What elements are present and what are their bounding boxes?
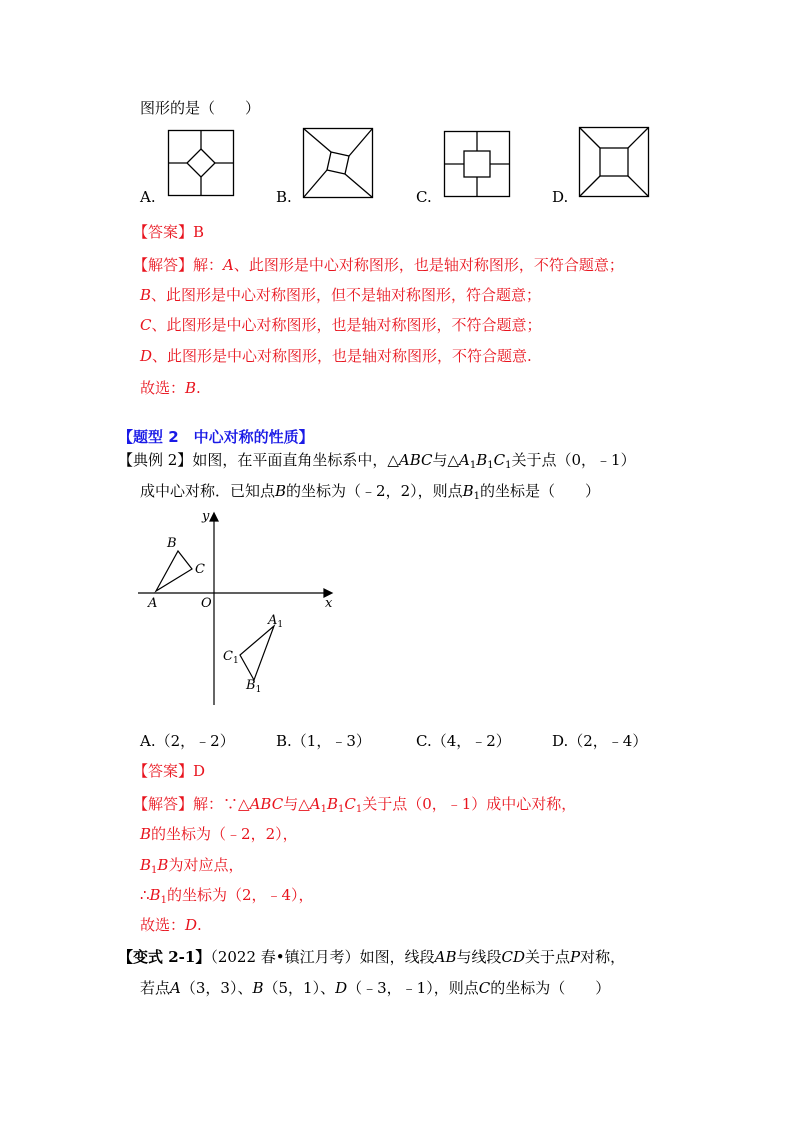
q2-analysis-line-4: $\therefore B_1$的坐标为（2，﹣4）， [140, 886, 314, 906]
q1-figure-b [303, 128, 373, 198]
q2-stem-line-1: 【典例 2】如图，在平面直角坐标系中，△ABC与$\triangle A_1B_1C_1$关于点（0，﹣1） [118, 451, 636, 471]
y-axis-arrow [210, 513, 218, 521]
section-title: 【题型 2 中心对称的性质】 [118, 428, 314, 446]
q1-analysis-line-4: D、此图形是中心对称图形，也是轴对称图形，不符合题意. [140, 347, 532, 365]
q2-option-d: D.（2，﹣4） [552, 732, 648, 750]
q2-option-c: C.（4，﹣2） [416, 732, 511, 750]
label-a1: $A_1$ [268, 613, 284, 630]
label-b: B [167, 536, 177, 551]
q2-choice: 故选：D. [140, 916, 202, 934]
q1-figure-a [168, 130, 234, 196]
q1-analysis-line-1: 【解答】解：A、此图形是中心对称图形，也是轴对称图形，不符合题意； [133, 256, 624, 274]
q2-coordinate-graph [138, 507, 338, 707]
triangle-a1b1c1 [240, 626, 274, 680]
answer-tag: 【答案】 [133, 223, 194, 241]
triangle-abc [156, 551, 192, 591]
label-b1: $B_1$ [246, 678, 262, 695]
q1-figure-c [444, 131, 510, 197]
q1-option-c: C. [416, 188, 432, 206]
y-label: y [202, 509, 210, 524]
q3-stem-line-2: 若点A（3，3）、B（5，1）、D（﹣3，﹣1），则点C的坐标为（ ） [140, 979, 611, 997]
q1-option-b: B. [276, 188, 292, 206]
q1-choice: 故选：B. [140, 379, 201, 397]
q2-stem-line-2: 成中心对称．已知点B的坐标为（﹣2，2），则点$B_1$的坐标是（ ） [140, 482, 601, 502]
answer-value: B [193, 223, 205, 241]
q1-analysis-line-2: B、此图形是中心对称图形，但不是轴对称图形，符合题意； [140, 286, 542, 304]
label-c: C [195, 562, 205, 577]
q2-analysis-line-2: B的坐标为（﹣2，2）， [140, 825, 298, 843]
q1-figure-d [579, 127, 649, 197]
x-label: x [325, 596, 333, 611]
q1-option-d: D. [552, 188, 569, 206]
q1-stem-tail: 图形的是（ ） [140, 99, 261, 117]
q2-analysis-line-3: $B_1B$为对应点， [140, 856, 244, 876]
q1-analysis-line-3: C、此图形是中心对称图形，也是轴对称图形，不符合题意； [140, 316, 542, 334]
label-c1: $C_1$ [223, 649, 239, 666]
q2-option-b: B.（1，﹣3） [276, 732, 371, 750]
q2-option-a: A.（2，﹣2） [140, 732, 235, 750]
q1-answer [133, 222, 204, 242]
label-a: A [148, 596, 158, 611]
q2-answer: 【答案】D [133, 762, 206, 780]
q1-option-a: A. [140, 188, 156, 206]
q2-analysis-line-1: 【解答】解：∵△ABC与$\triangle A_1B_1C_1$关于点（0，﹣1）成中心对称， [133, 795, 577, 815]
origin-label: O [201, 596, 212, 611]
q3-stem-line-1: 【变式 2-1】（2022 春•镇江月考）如图，线段AB与线段CD关于点P对称， [118, 948, 626, 966]
